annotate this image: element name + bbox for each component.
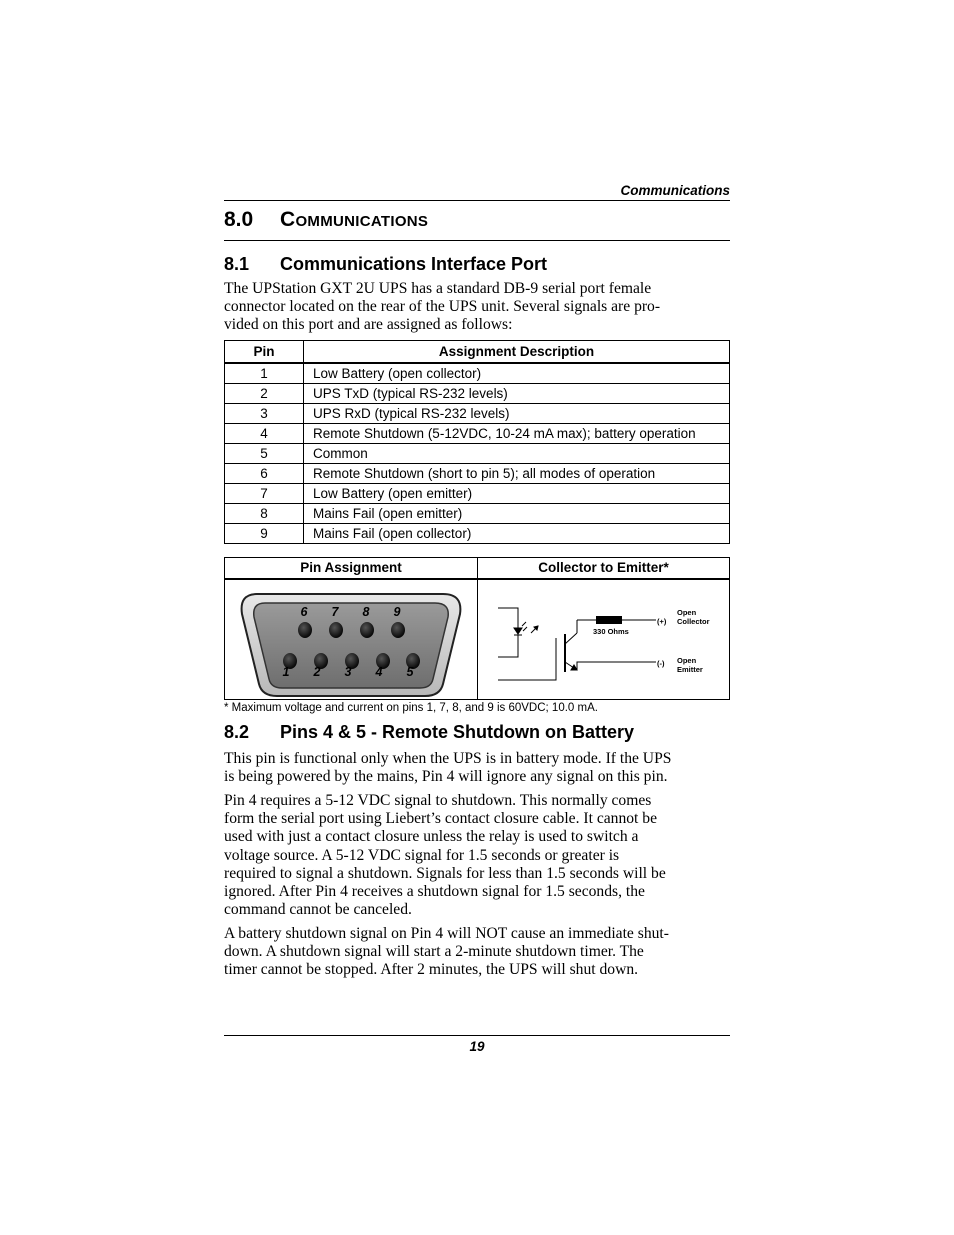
description-cell: Mains Fail (open emitter) xyxy=(304,504,730,524)
pin-cell: 1 xyxy=(225,363,304,384)
resistor-icon xyxy=(596,616,622,624)
subsection-number: 8.2 xyxy=(224,722,250,742)
pin-cell: 2 xyxy=(225,384,304,404)
connector-pin-label: 1 xyxy=(282,665,290,679)
description-cell: Remote Shutdown (short to pin 5); all modes of operation xyxy=(304,464,730,484)
plus-terminal-label: (+) xyxy=(657,617,667,626)
subsection-title: Pins 4 & 5 - Remote Shutdown on Battery xyxy=(280,722,635,742)
table-row xyxy=(225,363,730,384)
section-heading xyxy=(224,208,428,232)
pin-cell: 5 xyxy=(225,444,304,464)
text-line: This pin is functional only when the UPS is in battery mode. If the UPS xyxy=(224,750,672,767)
connector-pin-label: 2 xyxy=(313,665,321,679)
table-row xyxy=(225,404,730,424)
page-number: 19 xyxy=(469,1039,485,1054)
connector-pin-label: 6 xyxy=(300,605,308,619)
table-row xyxy=(225,424,730,444)
diagram-header-pin-assignment: Pin Assignment xyxy=(225,558,477,580)
text-line: command cannot be canceled. xyxy=(224,901,412,919)
subsection-title: Communications Interface Port xyxy=(280,254,548,274)
diagram-header-collector-emitter: Collector to Emitter* xyxy=(478,558,729,580)
column-header-pin: Pin xyxy=(225,341,304,364)
table-row xyxy=(225,444,730,464)
connector-pin-label: 7 xyxy=(331,605,339,619)
section-rule xyxy=(224,240,730,241)
table-row xyxy=(225,484,730,504)
text-line: voltage source. A 5-12 VDC signal for 1.5 seconds or greater is xyxy=(224,846,620,864)
subsection-heading-8-1 xyxy=(224,254,547,275)
footer-rule xyxy=(224,1035,730,1036)
table-row xyxy=(225,384,730,404)
section-number: 8.0 xyxy=(224,208,254,231)
description-cell: Low Battery (open collector) xyxy=(304,363,730,384)
description-cell: Common xyxy=(304,444,730,464)
open-emitter-label: Emitter xyxy=(677,665,703,674)
pin-cell: 7 xyxy=(225,484,304,504)
table-row xyxy=(225,524,730,544)
connector-pin-label: 8 xyxy=(362,605,370,619)
paragraph-shutdown-timer xyxy=(224,925,730,980)
minus-terminal-label: (-) xyxy=(657,659,665,668)
header-rule xyxy=(224,200,730,201)
description-cell: UPS TxD (typical RS-232 levels) xyxy=(304,384,730,404)
paragraph-shutdown-signal xyxy=(224,792,730,919)
connector-pin-label: 9 xyxy=(393,605,401,619)
table-row xyxy=(225,504,730,524)
connector-pin-label: 5 xyxy=(406,665,414,679)
table-row xyxy=(225,464,730,484)
text-line: Pin 4 requires a 5-12 VDC signal to shutdown. This normally comes xyxy=(224,792,652,809)
subsection-number: 8.1 xyxy=(224,254,250,274)
text-line: form the serial port using Liebert’s contact closure cable. It cannot be xyxy=(224,810,658,828)
intro-paragraph xyxy=(224,280,730,335)
pin-cell: 8 xyxy=(225,504,304,524)
diagram-divider xyxy=(477,558,478,699)
open-collector-label: Collector xyxy=(677,617,710,626)
description-cell: Remote Shutdown (5-12VDC, 10-24 mA max); battery operation xyxy=(304,424,730,444)
section-title: Communications xyxy=(280,208,429,231)
column-header-description: Assignment Description xyxy=(304,341,730,364)
text-line: used with just a contact closure unless the relay is used to switch a xyxy=(224,828,639,846)
text-line: required to signal a shutdown. Signals for less than 1.5 seconds will be xyxy=(224,864,666,882)
connector-pin-label: 3 xyxy=(344,665,352,679)
running-head: Communications xyxy=(620,183,730,198)
paragraph-battery-mode xyxy=(224,750,730,786)
description-cell: Mains Fail (open collector) xyxy=(304,524,730,544)
description-cell: UPS RxD (typical RS-232 levels) xyxy=(304,404,730,424)
pin-cell: 6 xyxy=(225,464,304,484)
text-line: ignored. After Pin 4 receives a shutdown signal for 1.5 seconds, the xyxy=(224,883,645,901)
text-line: down. A shutdown signal will start a 2-minute shutdown timer. The xyxy=(224,943,644,961)
pin-cell: 9 xyxy=(225,524,304,544)
pin-assignment-table xyxy=(224,340,730,544)
subsection-heading-8-2 xyxy=(224,722,634,743)
pin-cell: 3 xyxy=(225,404,304,424)
db9-connector-icon xyxy=(235,588,467,698)
text-line: timer cannot be stopped. After 2 minutes, the UPS will shut down. xyxy=(224,961,639,979)
optocoupler-schematic-icon xyxy=(481,588,727,698)
open-emitter-label: Open xyxy=(677,656,697,665)
connector-pin-label: 4 xyxy=(375,665,383,679)
text-line: vided on this port and are assigned as follows: xyxy=(224,316,513,334)
open-collector-label: Open xyxy=(677,608,697,617)
footnote: * Maximum voltage and current on pins 1, 7, 8, and 9 is 60VDC; 10.0 mA. xyxy=(224,702,598,714)
diagram-box xyxy=(224,557,730,700)
resistor-label: 330 Ohms xyxy=(593,627,629,636)
table-header-row xyxy=(225,341,730,364)
description-cell: Low Battery (open emitter) xyxy=(304,484,730,504)
text-line: The UPStation GXT 2U UPS has a standard DB-9 serial port female xyxy=(224,280,652,297)
text-line: connector located on the rear of the UPS unit. Several signals are pro- xyxy=(224,298,661,316)
text-line: is being powered by the mains, Pin 4 will ignore any signal on this pin. xyxy=(224,768,668,786)
pin-cell: 4 xyxy=(225,424,304,444)
text-line: A battery shutdown signal on Pin 4 will NOT cause an immediate shut- xyxy=(224,925,669,942)
